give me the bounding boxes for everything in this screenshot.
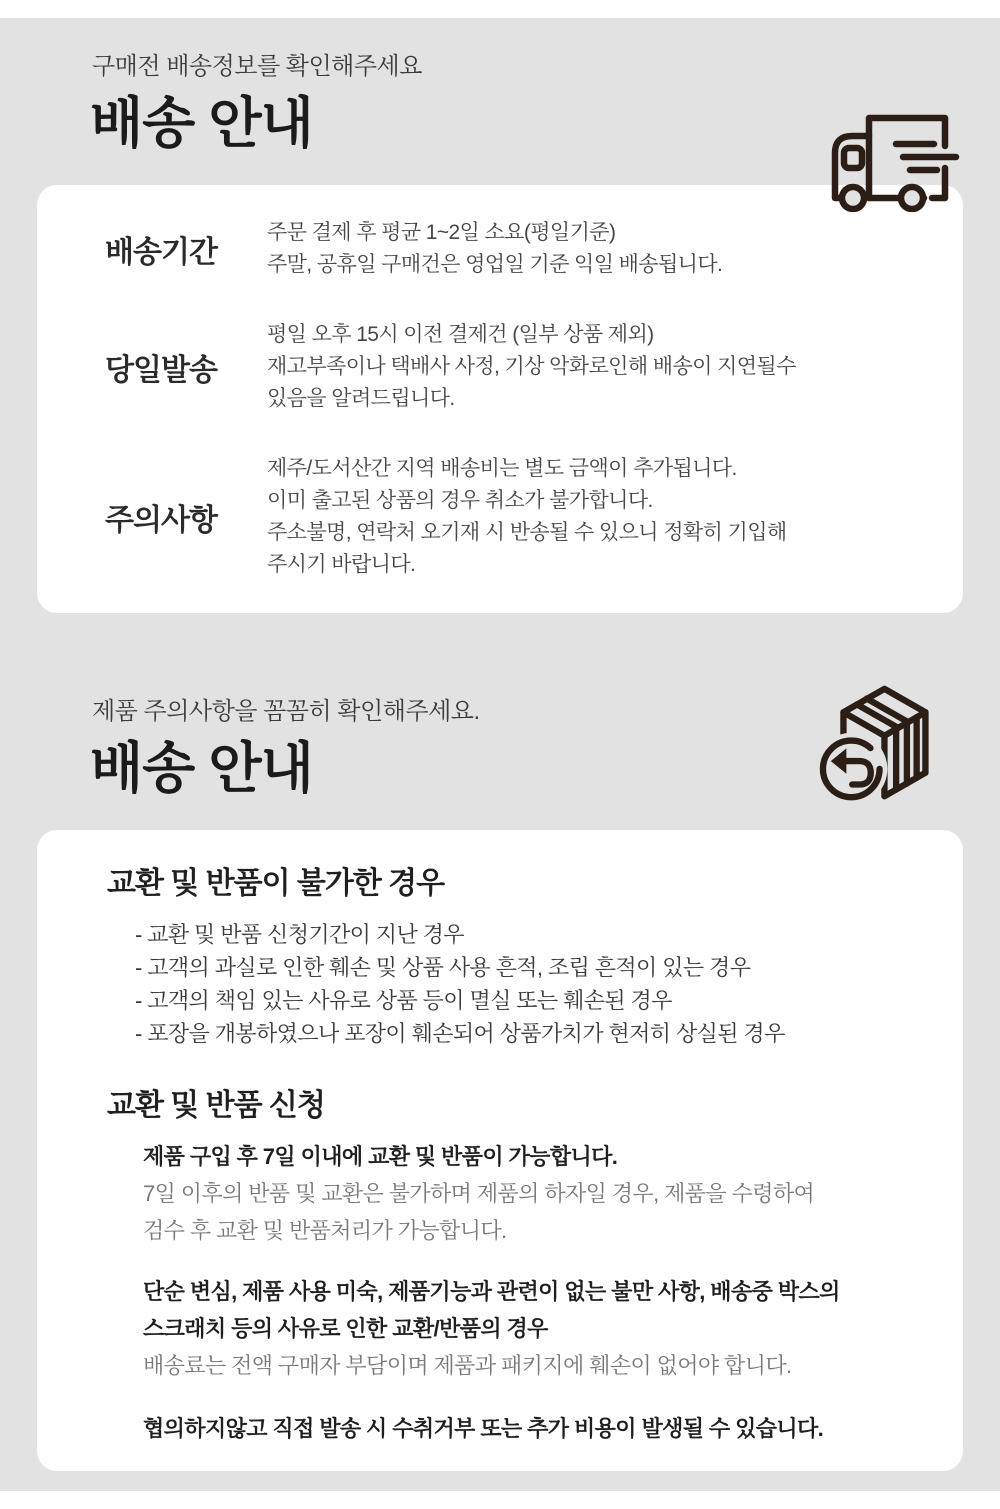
info-row-same-day [105, 319, 923, 415]
info-row-label: 주의사항 [105, 504, 217, 537]
text-line: 단순 변심, 제품 사용 미숙, 제품기능과 관련이 없는 불만 사항, 배송중 박스의 [143, 1279, 840, 1304]
text-line: 배송료는 전액 구매자 부담이며 제품과 패키지에 훼손이 없어야 합니다. [143, 1353, 792, 1378]
shipping-subtitle: 구매전 배송정보를 확인해주세요 [92, 53, 422, 80]
bullet-line: - 고객의 책임 있는 사유로 상품 등이 멸실 또는 훼손된 경우 [135, 988, 672, 1013]
info-row-cautions [105, 453, 923, 581]
shipping-info-card [37, 185, 963, 613]
bullet-line: - 교환 및 반품 신청기간이 지난 경우 [135, 922, 464, 947]
exchange-title: 배송 안내 [90, 737, 313, 799]
text-line: 주문 결제 후 평균 1~2일 소요(평일기준) [267, 221, 616, 244]
info-row-shipping-period [105, 217, 923, 281]
text-line: 협의하지않고 직접 발송 시 수취거부 또는 추가 비용이 발생될 수 있습니다. [143, 1416, 824, 1441]
info-row-label: 배송기간 [105, 236, 217, 269]
exchange-impossible-heading: 교환 및 반품이 불가한 경우 [107, 867, 445, 900]
text-line: 검수 후 교환 및 반품처리가 가능합니다. [143, 1218, 507, 1243]
text-line: 주말, 공휴일 구매건은 영업일 기준 익일 배송됩니다. [267, 253, 723, 276]
text-line: 이미 출고된 상품의 경우 취소가 불가합니다. [267, 489, 653, 512]
text-line: 주시기 바랍니다. [267, 553, 416, 576]
exchange-request-paragraph [143, 1273, 918, 1384]
exchange-header [0, 695, 1000, 803]
exchange-request-paragraph [143, 1138, 918, 1249]
delivery-truck-icon [812, 108, 962, 212]
exchange-info-card [37, 830, 963, 1471]
exchange-impossible-list [135, 918, 918, 1050]
info-row-text [267, 217, 722, 281]
shipping-header [0, 50, 1000, 158]
text-line: 7일 이후의 반품 및 교환은 불가하며 제품의 하자일 경우, 제품을 수령하여 [143, 1181, 815, 1206]
exchange-request-paragraph [143, 1410, 918, 1447]
text-line: 평일 오후 15시 이전 결제건 (일부 상품 제외) [267, 323, 654, 346]
info-row-text [267, 453, 787, 581]
text-line: 스크래치 등의 사유로 인한 교환/반품의 경우 [143, 1316, 548, 1341]
text-line: 있음을 알려드립니다. [267, 387, 455, 410]
text-line: 주소불명, 연락처 오기재 시 반송될 수 있으니 정확히 기입해 [267, 521, 787, 544]
return-box-icon [816, 683, 948, 805]
text-line: 제주/도서산간 지역 배송비는 별도 금액이 추가됩니다. [267, 457, 737, 480]
exchange-subtitle: 제품 주의사항을 꼼꼼히 확인해주세요. [92, 698, 480, 725]
page-background [0, 18, 1000, 1491]
info-row-label: 당일발송 [105, 354, 217, 387]
shipping-title: 배송 안내 [90, 92, 313, 154]
info-row-text [267, 319, 796, 415]
bullet-line: - 포장을 개봉하였으나 포장이 훼손되어 상품가치가 현저히 상실된 경우 [135, 1021, 785, 1046]
bullet-line: - 고객의 과실로 인한 훼손 및 상품 사용 흔적, 조립 흔적이 있는 경우 [135, 955, 751, 980]
text-line: 재고부족이나 택배사 사정, 기상 악화로인해 배송이 지연될수 [267, 355, 796, 378]
text-line: 제품 구입 후 7일 이내에 교환 및 반품이 가능합니다. [143, 1144, 618, 1169]
exchange-request-heading: 교환 및 반품 신청 [107, 1089, 325, 1122]
